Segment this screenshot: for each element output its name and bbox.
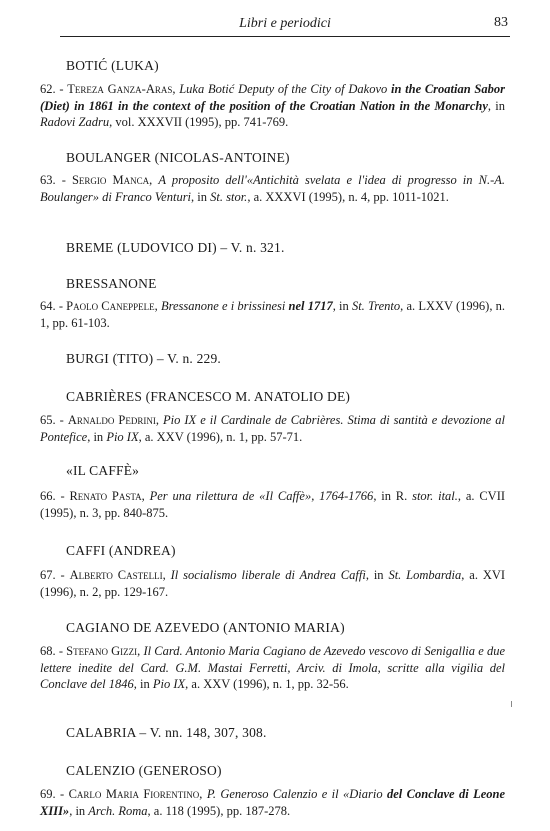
entry-details: , a. CVII (1995), n. 3, pp. 840-875. (40, 489, 506, 520)
entry-title: P. Generoso Calenzio e il «Diario (206, 787, 383, 801)
entry-journal: St. Lombardia (388, 568, 462, 582)
entry-source: in (495, 98, 506, 113)
running-title: Libri e periodici (239, 16, 331, 31)
entry-number: 64. (40, 299, 56, 313)
section-heading: BRESSANONE (66, 276, 157, 291)
entry-number: 68. (40, 644, 56, 658)
entry-number: 67. (40, 568, 56, 582)
entry-author: Stefano Gizzi (66, 644, 138, 658)
entry-source: , in (332, 299, 349, 313)
bibliography-entry-66: 66. - Renato Pasta, Per una rilettura de «Il Caffè», 1764-1766, in R. stor. ital., a. CVII (1995), n. 3, pp. 840-875. (40, 489, 506, 520)
entry-title: Il socialismo liberale di Andrea Caffi (170, 568, 366, 582)
bibliography-entry-69: 69. - Carlo Maria Fiorentino, P. Generoso Calenzio e il «Diario del Conclave di Leone XIII», in Arch. Roma, a. 118 (1995), pp. 187-278. (40, 787, 506, 818)
bibliography-entry-63: 63. - Sergio Manca, A proposito dell'«Antichità svelata e l'idea di progresso in N.-A. Boulanger» di Franco Venturi, in St. stor., a. XXXVI (1995), n. 4, pp. 1011-1021. (40, 173, 505, 204)
section-heading: CALABRIA – V. nn. 148, 307, 308. (66, 725, 267, 740)
entry-title-continued: del Conclave di Leone XIII» (40, 787, 506, 818)
entry-number: 62. (40, 82, 56, 96)
entry-title: A proposito dell'«Antichità svelata e l'idea di progresso in N.-A. Boulanger» di Franco Venturi (40, 173, 505, 204)
entry-journal: stor. ital. (412, 489, 458, 503)
bibliography-entry-65: 65. - Arnaldo Pedrini, Pio IX e il Cardinale de Cabrières. Stima di santità e devozione al Pontefice, in Pio IX, a. XXV (1996), n. 1, pp. 57-71. (40, 413, 506, 444)
entry-details: , a. LXXV (1996), n. 1, pp. 61-103. (40, 299, 506, 330)
entry-title: Pio IX e il Cardinale de Cabrières. Stima di santità e devozione al Pontefice (40, 413, 506, 444)
section-heading: BREME (LUDOVICO DI) – V. n. 321. (66, 240, 285, 255)
entry-number: 66. (40, 489, 56, 503)
entry-source: , in (69, 803, 86, 818)
entry-journal: St. stor. (210, 189, 248, 204)
entry-number: 63. (40, 173, 56, 187)
entry-details: , a. XXV (1996), n. 1, pp. 57-71. (138, 429, 303, 444)
section-heading: CABRIÈRES (FRANCESCO M. ANATOLIO DE) (66, 389, 351, 404)
entry-journal: Arch. Roma (88, 803, 148, 818)
entry-author: Arnaldo Pedrini (67, 413, 156, 427)
entry-source: , in (133, 677, 150, 691)
entry-journal: St. Trento (351, 299, 401, 313)
entry-author: Tereza Ganza-Aras (67, 82, 173, 96)
entry-number: 65. (40, 413, 56, 427)
section-heading: «IL CAFFÈ» (66, 463, 140, 478)
entry-details: , a. XXV (1996), n. 1, pp. 32-56. (185, 677, 349, 691)
bibliography-entry-64: 64. - Paolo Caneppele, Bressanone e i brissinesi nel 1717, in St. Trento, a. LXXV (1996), n. 1, pp. 61-103. (40, 299, 506, 330)
entry-title-continued: in the Croatian Sabor (Diet) in 1861 in the context of the position of the Croatian Nation in the Monarchy (40, 82, 505, 113)
entry-author: Sergio Manca (71, 173, 150, 187)
entry-source: , in (365, 568, 384, 582)
entry-details: , vol. XXXVII (1995), pp. 741-769. (109, 115, 289, 129)
entry-source: , in (87, 429, 104, 444)
section-heading: CAGIANO DE AZEVEDO (ANTONIO MARIA) (66, 620, 345, 635)
entry-title-continued: nel 1717 (288, 299, 333, 313)
entry-source: , in R. (373, 489, 408, 503)
running-head (60, 14, 510, 37)
entry-author: Renato Pasta (69, 489, 142, 503)
bibliography-entry-67: 67. - Alberto Castelli, Il socialismo liberale di Andrea Caffi, in St. Lombardia, a. XVI (1996), n. 2, pp. 129-167. (40, 568, 506, 599)
entry-journal: Pio IX (152, 677, 186, 691)
section-heading: CALENZIO (GENEROSO) (66, 763, 222, 778)
entry-author: Carlo Maria Fiorentino (68, 787, 200, 801)
bibliography-entry-68: 68. - Stefano Gizzi, Il Card. Antonio Maria Cagiano de Azevedo vescovo di Senigallia e due lettere inedite del Card. G.M. Mastai Ferretti, Arciv. di Imola, scritte alla vigilia del Conclave del 1846, in Pio IX, a. XXV (1996), n. 1, pp. 32-56. (40, 644, 505, 691)
bibliography-entry-62: 62. - Tereza Ganza-Aras, Luka Botić Deputy of the City of Dakovo in the Croatian Sabor (Diet) in 1861 in the context of the position of the Croatian Nation in the Monarchy, in Radovi Zadru, vol. XXXVII (1995), pp. 741-769. (40, 82, 506, 129)
entry-title: Il Card. Antonio Maria Cagiano de Azevedo vescovo di Senigallia e due lettere inedite del Card. G.M. Mastai Ferretti, Arciv. di Imola, scritte alla vigilia del Conclave del 1846 (40, 644, 505, 691)
entry-journal: Radovi Zadru (40, 115, 110, 129)
section-heading: BOTIĆ (LUKA) (66, 58, 159, 73)
entry-details: , a. XVI (1996), n. 2, pp. 129-167. (40, 568, 506, 599)
entry-number: 69. (40, 787, 56, 801)
entry-details: , a. XXXVI (1995), n. 4, pp. 1011-1021. (247, 189, 449, 204)
entry-author: Paolo Caneppele (66, 299, 155, 313)
entry-details: , a. 118 (1995), pp. 187-278. (147, 803, 291, 818)
entry-author: Alberto Castelli (69, 568, 163, 582)
entry-journal: Pio IX (106, 429, 139, 444)
section-heading: CAFFI (ANDREA) (66, 543, 176, 558)
margin-mark (511, 701, 512, 707)
entry-title: Per una rilettura de «Il Caffè», 1764-1766 (149, 489, 374, 503)
page-number: 83 (494, 15, 508, 30)
section-heading: BOULANGER (NICOLAS-ANTOINE) (66, 150, 290, 165)
entry-title: Luka Botić Deputy of the City of Dakovo (179, 82, 388, 96)
entry-title: Bressanone e i brissinesi (160, 299, 286, 313)
section-heading: BURGI (TITO) – V. n. 229. (66, 351, 222, 366)
entry-source: , in (191, 189, 208, 204)
